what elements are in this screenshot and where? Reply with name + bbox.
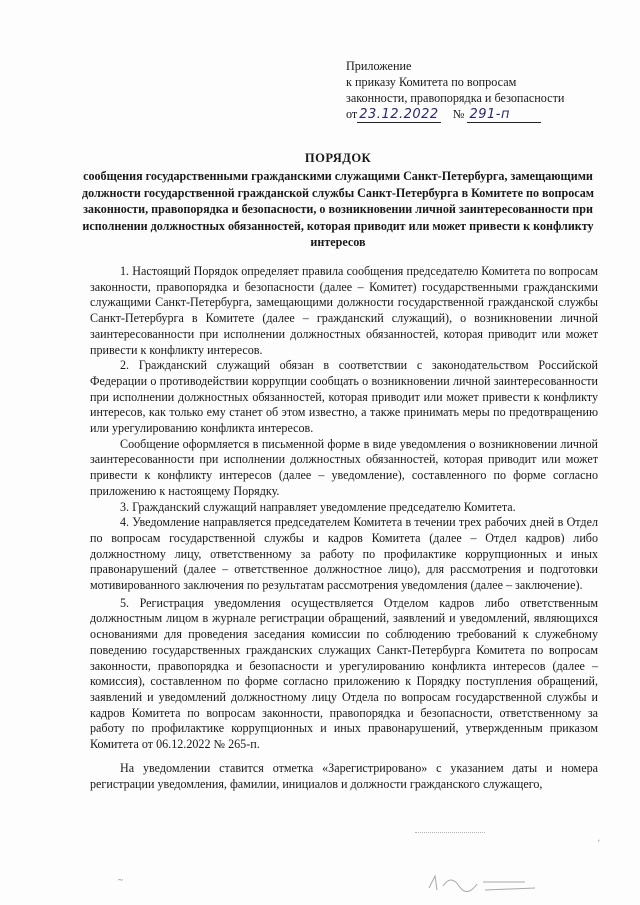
signature-scribble-icon	[425, 872, 545, 894]
number-prefix: №	[452, 107, 465, 121]
title-heading: ПОРЯДОК	[304, 151, 372, 165]
paragraph-5: 5. Регистрация уведомления осуществляется Отделом кадров либо ответственным должностным лицом в журнале регистрации обращений, заявлений и уведомлений, являющихся основаниями для проведения заседания комиссии по соблюдению требований к служебному поведению государственных гражданских служащих Санкт-Петербурга Комитета по вопросам законности, правопорядка и безопасности и урегулированию конфликта интересов (далее – комиссия), составленном по форме согласно приложению к Порядку поступления обращений, заявлений и уведомлений должностному лицу Отдела по вопросам государственной службы и кадров Комитета по вопросам законности, правопорядка и безопасности, ответственному за работу по профилактике коррупционных и иных правонарушений, утвержденным приказом Комитета от 06.12.2022 № 265-п.	[90, 595, 598, 752]
appendix-header	[346, 58, 596, 124]
appendix-date-number-row	[346, 106, 596, 124]
date-prefix: от	[346, 107, 358, 121]
paragraph-1: 1. Настоящий Порядок определяет правила сообщения председателю Комитета по вопросам законности, правопорядка и безопасности (далее – Комитет) государственными гражданскими служащими Санкт-Петербурга, замещающими должности государственной гражданской службы Санкт-Петербурга в Комитете (далее – гражданский служащий), о возникновении личной заинтересованности при исполнении должностных обязанностей, которая приводит или может привести к конфликту интересов.	[90, 264, 598, 357]
corner-mark-icon: ~	[118, 875, 123, 885]
paragraph-4: 4. Уведомление направляется председателем Комитета в течении трех рабочих дней в Отдел по вопросам государственной службы и кадров Комитета (далее – Отдел кадров) либо должностному лицу, ответственному за работу по профилактике коррупционных и иных правонарушений (далее – ответственное должностное лицо), для рассмотрения и подготовки мотивированного заключения по результатам рассмотрения уведомления (далее – заключение).	[90, 515, 598, 593]
document-title	[78, 150, 598, 250]
faint-stamp-mark	[415, 832, 485, 843]
paragraph-6: На уведомлении ставится отметка «Зарегистрировано» с указанием даты и номера регистрации уведомления, фамилии, инициалов и должности гражданского служащего,	[90, 760, 598, 791]
paragraph-2: 2. Гражданский служащий обязан в соответствии с законодательством Российской Федерации о противодействии коррупции сообщать о возникновении личной заинтересованности при исполнении должностных обязанностей, которая приводит или может привести к конфликту интересов, как только ему станет об этом известно, а также принимать меры по предотвращению или урегулированию конфликта интересов.	[90, 358, 598, 436]
appendix-label: Приложение	[346, 59, 412, 73]
appendix-order-line: к приказу Комитета по вопросам	[346, 75, 517, 89]
document-body	[90, 264, 598, 792]
margin-tick-icon: ʹ	[598, 838, 600, 848]
appendix-committee-line: законности, правопорядка и безопасности	[346, 91, 565, 105]
order-date: 23.12.2022	[359, 107, 439, 122]
paragraph-2-continued: Сообщение оформляется в письменной форме в виде уведомления о возникновении личной заинтересованности при исполнении должностных обязанностей, которая приводит или может привести к конфликту интересов (далее – уведомление), составленного по форме согласно приложению к настоящему Порядку.	[90, 436, 598, 498]
order-number: 291-п	[467, 107, 541, 123]
paragraph-3: 3. Гражданский служащий направляет уведомление председателю Комитета.	[120, 499, 516, 514]
title-subtitle: сообщения государственными гражданскими служащими Санкт-Петербурга, замещающими должности государственной гражданской службы Санкт-Петербурга в Комитете по вопросам законности, правопорядка и безопасности, о возникновении личной заинтересованности при исполнении должностных обязанностей, которая приводит или может привести к конфликту интересов	[81, 169, 595, 250]
